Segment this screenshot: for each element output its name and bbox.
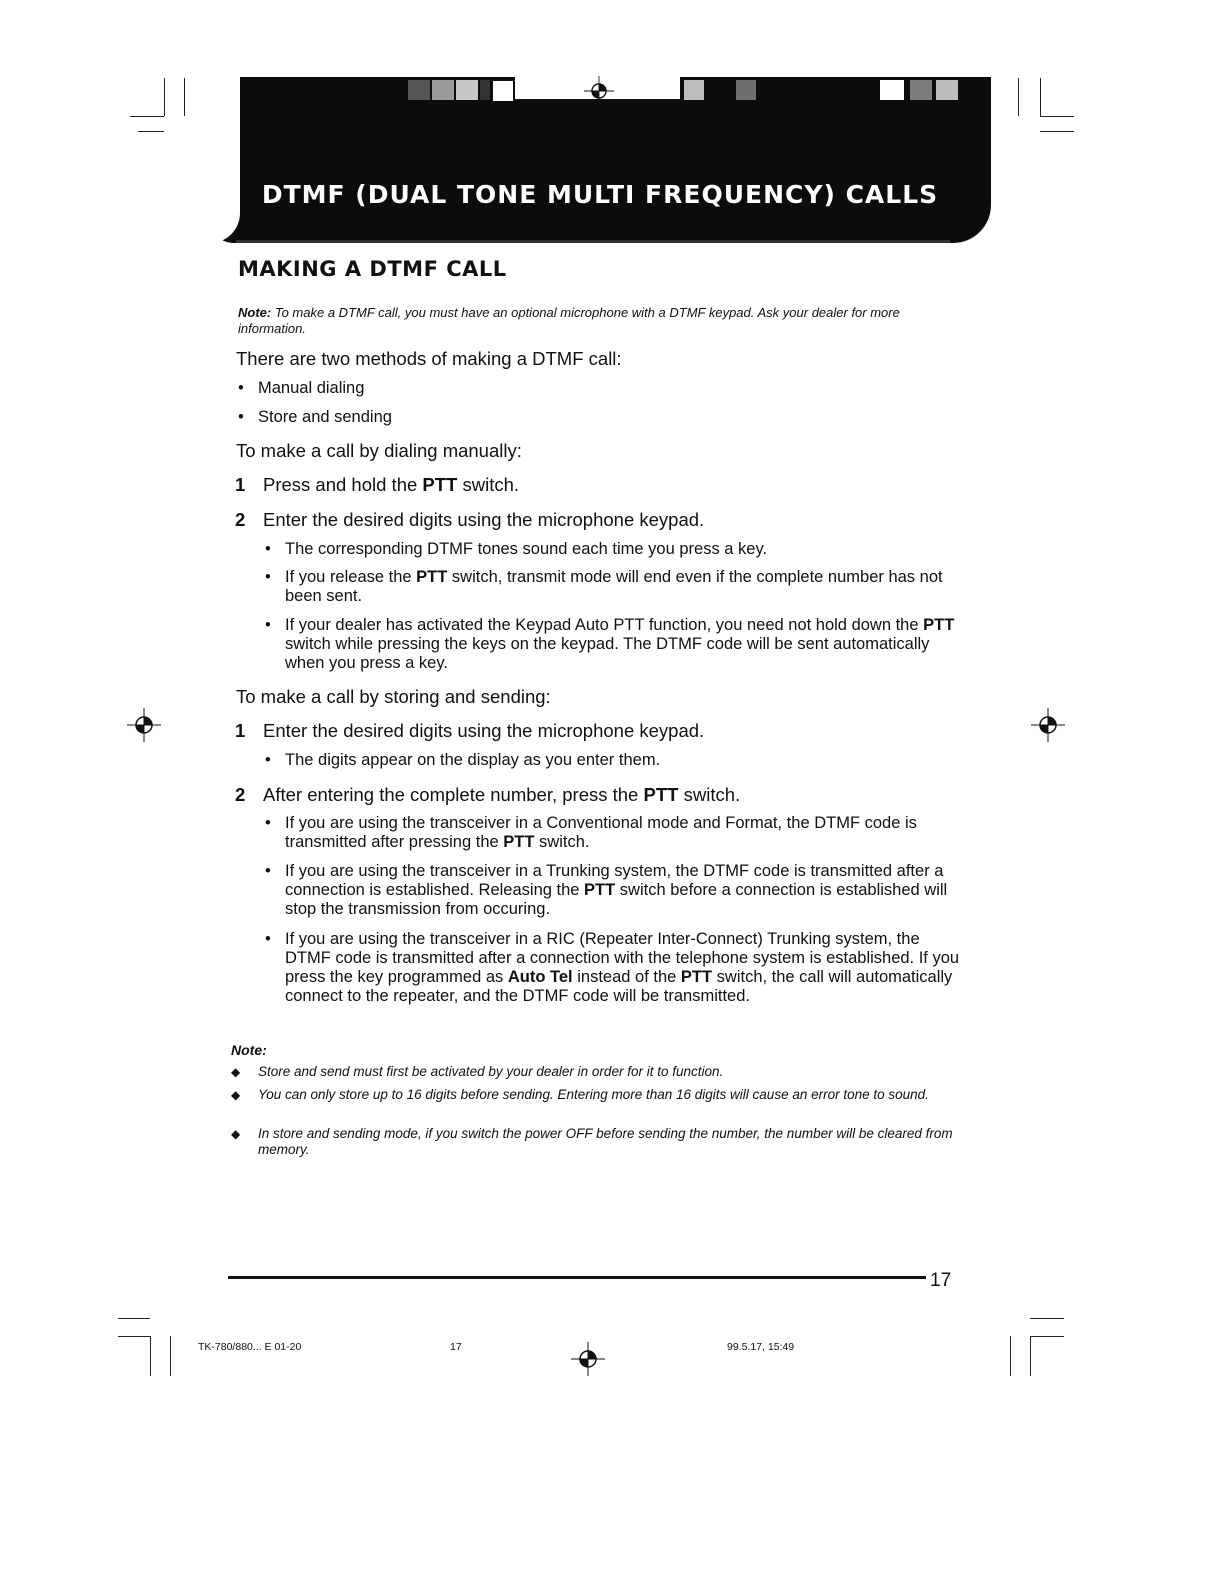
sub-text: The corresponding DTMF tones sound each time you press a key. [285, 540, 768, 558]
crop-mark [150, 1336, 151, 1376]
bullet-icon: • [265, 814, 271, 832]
crop-mark [1040, 78, 1041, 116]
sub-text: If you are using the transceiver in a Conventional mode and Format, the DTMF code is transmitted after pressing the [285, 814, 917, 851]
store-sub-4 [265, 930, 960, 1006]
note-item [231, 1087, 956, 1103]
step-number: 2 [235, 784, 246, 805]
diamond-bullet-icon: ◆ [231, 1065, 241, 1079]
sub-text: If you are using the transceiver in a RIC (Repeater Inter-Connect) Trunking system, the DTMF code is transmitted after a connection with the telephone system is established. If you press the key programmed as [285, 930, 960, 986]
crop-mark [184, 78, 185, 116]
keyword: PTT [416, 568, 448, 586]
bullet-icon: • [265, 930, 271, 948]
note-text: You can only store up to 16 digits before sending. Entering more than 16 digits will cause an error tone to sound. [258, 1087, 929, 1102]
keyword: PTT [680, 968, 713, 986]
store-step-2 [235, 784, 740, 806]
section-heading: MAKING A DTMF CALL [238, 257, 507, 281]
color-swatch [480, 80, 490, 100]
crop-mark [1010, 1336, 1011, 1376]
note-item [231, 1064, 956, 1080]
sub-text: The digits appear on the display as you enter them. [285, 751, 661, 769]
manual-step-1 [235, 474, 519, 496]
color-swatch [456, 80, 478, 100]
banner-corner [208, 77, 240, 243]
crop-mark [1030, 1336, 1031, 1376]
crop-mark [1030, 1318, 1064, 1319]
crop-mark [170, 1336, 171, 1376]
top-note [238, 305, 948, 337]
step-text: Press and hold the [263, 474, 423, 495]
manual-step-2 [235, 509, 704, 531]
manual-sub-2 [265, 568, 960, 606]
sub-text: switch while pressing the keys on the keypad. The DTMF code will be sent automatically when you press a key. [285, 635, 930, 672]
bullet-icon: • [265, 862, 271, 880]
note-label: Note: [238, 305, 272, 320]
note-item [231, 1126, 956, 1158]
notes-label: Note: [231, 1042, 267, 1058]
bullet-icon: • [238, 408, 244, 426]
sub-text: If you release the [285, 568, 417, 586]
sub-text: If you are using the transceiver in a Trunking system, the DTMF code is transmitted after a connection is established. Releasing the [285, 862, 944, 899]
color-swatch [684, 80, 704, 100]
keyword: PTT [422, 474, 458, 495]
slug-date: 99.5.17, 15:49 [727, 1341, 795, 1353]
crop-mark [1040, 116, 1074, 117]
crop-mark [164, 78, 165, 116]
keyword: Auto Tel [507, 968, 573, 986]
sub-text: switch before a connection is established will stop the transmission from occuring. [285, 881, 948, 918]
bullet-icon: • [265, 568, 271, 586]
bullet-icon: • [238, 379, 244, 397]
store-sub-1 [265, 751, 960, 770]
step-text: Enter the desired digits using the microphone keypad. [263, 509, 705, 530]
manual-lead: To make a call by dialing manually: [236, 440, 522, 461]
manual-sub-1 [265, 540, 960, 559]
step-number: 1 [235, 474, 246, 495]
store-sub-3 [265, 862, 960, 919]
list-item-label: Store and sending [258, 408, 392, 426]
sub-text: instead of the [572, 968, 681, 986]
crop-mark [130, 116, 164, 117]
sub-text: switch, the call will automatically connect to the repeater, and the DTMF code will be transmitted. [285, 968, 953, 1005]
registration-mark-icon [1031, 708, 1065, 742]
note-text: To make a DTMF call, you must have an optional microphone with a DTMF keypad. Ask your dealer for more information. [238, 305, 900, 336]
step-text: After entering the complete number, press the [263, 784, 644, 805]
bullet-icon: • [265, 540, 271, 558]
bullet-icon: • [265, 616, 271, 634]
sub-text: switch. [534, 833, 590, 851]
registration-mark-icon [571, 1342, 605, 1376]
page-number: 17 [930, 1270, 952, 1291]
intro-text: There are two methods of making a DTMF call: [236, 348, 622, 369]
footer-rule [228, 1276, 926, 1279]
crop-mark [1030, 1336, 1064, 1337]
keyword: PTT [503, 833, 535, 851]
color-swatch [910, 80, 932, 100]
color-swatch [432, 80, 454, 100]
list-item [238, 379, 364, 398]
list-item [238, 408, 392, 427]
diamond-bullet-icon: ◆ [231, 1127, 241, 1141]
store-step-1 [235, 720, 704, 742]
color-swatch [408, 80, 430, 100]
note-text: Store and send must first be activated by your dealer in order for it to function. [258, 1064, 724, 1079]
page-title: DTMF (DUAL TONE MULTI FREQUENCY) CALLS [261, 180, 939, 209]
keyword: PTT [923, 616, 955, 634]
store-lead: To make a call by storing and sending: [236, 686, 551, 707]
manual-sub-3 [265, 616, 960, 673]
color-swatch [736, 80, 756, 100]
store-sub-2 [265, 814, 960, 852]
note-text: In store and sending mode, if you switch the power OFF before sending the number, the number will be cleared from memory. [258, 1126, 953, 1157]
banner-shadow [236, 240, 950, 243]
step-text: Enter the desired digits using the microphone keypad. [263, 720, 705, 741]
crop-mark [138, 131, 164, 132]
diamond-bullet-icon: ◆ [231, 1088, 241, 1102]
step-text: switch. [457, 474, 520, 495]
registration-mark-icon [584, 76, 614, 106]
slug-file: TK-780/880... E 01-20 [198, 1341, 302, 1353]
sub-text: switch, transmit mode will end even if the complete number has not been sent. [285, 568, 943, 605]
keyword: PTT [643, 784, 679, 805]
crop-mark [118, 1318, 150, 1319]
crop-mark [118, 1336, 150, 1337]
sub-text: If your dealer has activated the Keypad Auto PTT function, you need not hold down the [285, 616, 924, 634]
list-item-label: Manual dialing [258, 379, 365, 397]
step-number: 1 [235, 720, 246, 741]
keyword: PTT [584, 881, 616, 899]
color-swatch [936, 80, 958, 100]
registration-mark-icon [127, 708, 161, 742]
crop-mark [1018, 78, 1019, 116]
slug-page: 17 [450, 1341, 462, 1353]
step-text: switch. [678, 784, 741, 805]
color-swatch [492, 80, 514, 102]
bullet-icon: • [265, 751, 271, 769]
color-swatch [880, 80, 904, 100]
crop-mark [1040, 131, 1074, 132]
step-number: 2 [235, 509, 246, 530]
